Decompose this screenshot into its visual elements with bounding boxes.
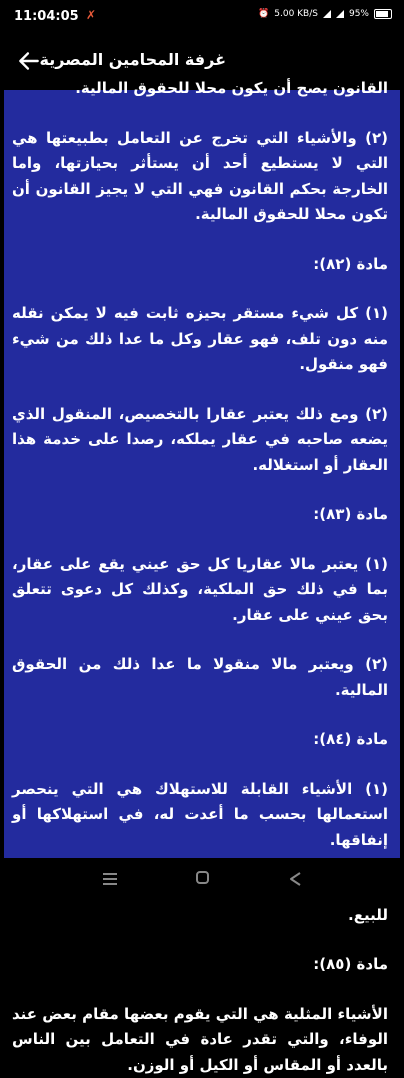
paragraph: (٢) ويعتبر مالا منقولا ما عدا ذلك من الحقوق المالية.	[4, 652, 400, 703]
status-indicators	[258, 9, 392, 19]
article-text	[4, 76, 400, 1078]
page-title: غرفة المحامين المصرية	[40, 50, 226, 69]
nav-back-button[interactable]	[288, 871, 302, 887]
paragraph: (٢) ومع ذلك يعتبر عقارا بالتخصيص، المنقول الذي يضعه صاحبه في عقار يملكه، رصدا على خدمة هذا العقار أو استغلاله.	[4, 402, 400, 479]
recent-apps-button[interactable]	[103, 873, 117, 885]
article-heading: مادة (٨٤):	[4, 727, 400, 753]
article-heading: مادة (٨٥):	[4, 952, 400, 978]
status-time: 11:04:05	[14, 9, 79, 24]
home-button[interactable]	[196, 871, 209, 884]
battery-level: 95%	[349, 9, 369, 19]
paragraph: (٢) والأشياء التي تخرج عن التعامل بطبيعتها هي التي لا يستطيع أحد أن يستأثر بحيازتها، واما الخارجة بحكم القانون فهي التي لا يجيز القانون أن تكون محلا للحقوق المالية.	[4, 126, 400, 228]
app-notification-icon: ✗	[86, 8, 96, 22]
network-speed: 5.00 KB/S	[274, 9, 318, 19]
battery-icon	[374, 9, 392, 19]
article-content[interactable]	[4, 90, 400, 858]
paragraph: للبيع.	[4, 877, 400, 928]
paragraph: (١) يعتبر مالا عقاريا كل حق عيني يقع على عقار، بما في ذلك حق الملكية، وكذلك كل دعوى تتعلق بحق عيني على عقار.	[4, 552, 400, 629]
paragraph: (١) الأشياء القابلة للاستهلاك هي التي ينحصر استعمالها بحسب ما أعدت له، في استهلاكها أو إنفاقها.	[4, 777, 400, 854]
status-bar	[0, 0, 404, 34]
signal-icon-2	[336, 10, 344, 18]
article-heading: مادة (٨٢):	[4, 252, 400, 278]
back-arrow-icon[interactable]	[16, 48, 42, 74]
paragraph: الأشياء المثلية هي التي يقوم بعضها مقام بعض عند الوفاء، والتي تقدر عادة في التعامل بين الناس بالعدد أو المقاس أو الكيل أو الوزن.	[4, 1002, 400, 1078]
alarm-icon: ⏰	[258, 9, 269, 19]
article-heading: مادة (٨٣):	[4, 502, 400, 528]
signal-icon	[323, 10, 331, 18]
paragraph: (١) كل شيء مستقر بحيزه ثابت فيه لا يمكن نقله منه دون تلف، فهو عقار وكل ما عدا ذلك من شيء فهو منقول.	[4, 301, 400, 378]
paragraph: القانون يصح أن يكون محلا للحقوق المالية.	[4, 76, 400, 102]
system-nav-bar	[0, 858, 404, 900]
